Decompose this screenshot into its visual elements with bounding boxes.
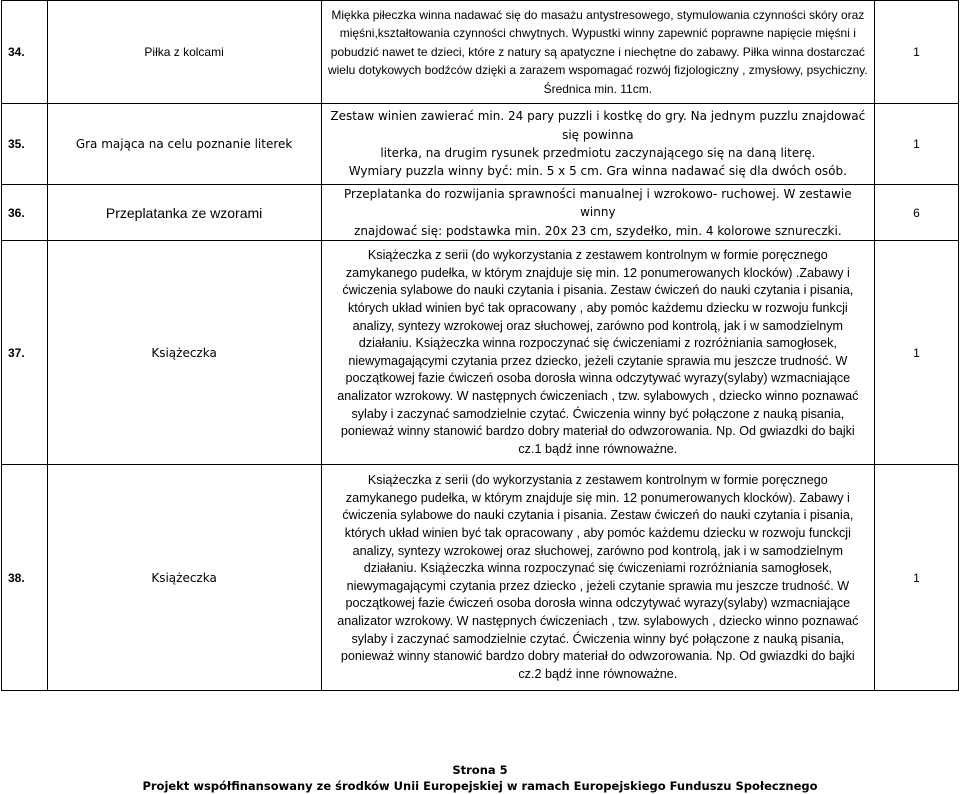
item-quantity: 1 xyxy=(875,465,959,691)
row-number: 37. xyxy=(2,241,48,465)
row-number: 38. xyxy=(2,465,48,691)
item-name: Gra mająca na celu poznanie literek xyxy=(47,104,321,185)
description-text: Książeczka z serii (do wykorzystania z zestawem kontrolnym w formie poręcznego zamykanego pudełka, w którym znajduje się min. 12 ponumerowanych klocków). Zabawy i ćwiczenia sylabowe do nauki czytania i pisania. Zestaw ćwiczeń do nauki czytania i pisania, których układ winien być tak opracowany , aby pomóc każdemu dziecku w rozwoju funckcji analizy, syntezy wzrokowej oraz słuchowej, zarówno pod kontrolą, jak i w samodzielnym działaniu. Książeczka winna rozpoczynać się ćwiczeniami rozróżniania samogłosek, niewymagającymi czytania przez dziecko , jeżeli czytanie sprawia mu jeszcze trudność. W początkowej fazie ćwiczeń osoba dorosła winna odczytywać wyrazy(sylaby) wzmacniające analizator wzrokowy. W następnych ćwiczeniach , tzw. sylabowych , dziecko winno poznawać sylaby i zaczynać samodzielnie czytać. Ćwiczenia winny być połączone z nauką pisania, ponieważ winny stanowić bardzo dobry materiał do odwzorowania. Np. Od gwiazdki do bajki cz.2 bądź inne równoważne. xyxy=(337,473,859,681)
item-description xyxy=(321,465,874,691)
row-number: 34. xyxy=(2,1,48,104)
item-quantity: 1 xyxy=(875,104,959,185)
item-name: Piłka z kolcami xyxy=(47,1,321,104)
item-quantity: 6 xyxy=(875,185,959,241)
page-number: Strona 5 xyxy=(452,763,508,777)
item-description xyxy=(321,104,874,185)
item-quantity: 1 xyxy=(875,1,959,104)
item-description xyxy=(321,185,874,241)
description-text: Zestaw winien zawierać min. 24 pary puzzli i kostkę do gry. Na jednym puzzlu znajdować się powinna literka, na drugim rysunek przedmiotu zaczynającego się na daną literę. Wymiary puzzla winny być: min. 5 x 5 cm. Gra winna nadawać się dla dwóch osób. xyxy=(330,109,866,179)
table-row xyxy=(2,185,959,241)
table-row xyxy=(2,465,959,691)
description-text: Miękka piłeczka winna nadawać się do masażu antystresowego, stymulowania czynności skóry oraz mięśni,kształtowania czynności chwytnych. Wypustki winny zapewnić poprawne napięcie mięśni i pobudzić nawet te dzieci, które z natury są apatyczne i niechętne do zabawy. Piłka winna dostarczać wielu dotykowych bodźców dzięki a zarazem wspomagać rozwój fizjologiczny , zmysłowy, psychiczny. Średnica min. 11cm. xyxy=(327,7,868,96)
row-number: 35. xyxy=(2,104,48,185)
item-name: Przeplatanka ze wzorami xyxy=(47,185,321,241)
specification-table xyxy=(1,0,959,691)
table-row xyxy=(2,1,959,104)
item-quantity: 1 xyxy=(875,241,959,465)
item-description xyxy=(321,241,874,465)
table-row xyxy=(2,241,959,465)
item-description xyxy=(321,1,874,104)
item-name: Książeczka xyxy=(47,241,321,465)
item-name: Książeczka xyxy=(47,465,321,691)
table-row xyxy=(2,104,959,185)
row-number: 36. xyxy=(2,185,48,241)
description-text: Książeczka z serii (do wykorzystania z zestawem kontrolnym w formie poręcznego zamykanego pudełka, w którym znajduje się min. 12 ponumerowanych klocków) .Zabawy i ćwiczenia sylabowe do nauki czytania i pisania. Zestaw ćwiczeń do nauki czytania i pisania, których układ winien być tak opracowany , aby pomóc każdemu dziecku w rozwoju funkcji analizy, syntezy wzrokowej oraz słuchowej, zarówno pod kontrolą, jak i w samodzielnym działaniu. Książeczka winna rozpoczynać się ćwiczeniami z rozróżniania samogłosek, niewymagającymi czytania przez dziecko, jeżeli czytanie sprawia mu jeszcze trudność. W początkowej fazie ćwiczeń osoba dorosła winna odczytywać wyrazy(sylaby) wzmacniające analizator wzrokowy. W następnych ćwiczeniach , tzw. sylabowych , dziecko winno poznawać sylaby i zaczynać samodzielnie czytać. Ćwiczenia winny być połączone z nauką pisania, ponieważ winny stanowić bardzo dobry materiał do odwzorowania. Np. Od gwiazdki do bajki cz.1 bądź inne równoważne. xyxy=(337,248,859,456)
project-footer: Projekt współfinansowany ze środków Unii Europejskiej w ramach Europejskiego Funduszu Społecznego xyxy=(142,779,818,793)
description-text: Przeplatanka do rozwijania sprawności manualnej i wzrokowo- ruchowej. W zestawie winny znajdować się: podstawka min. 20x 23 cm, szydełko, min. 4 kolorowe sznureczki. xyxy=(344,187,852,238)
